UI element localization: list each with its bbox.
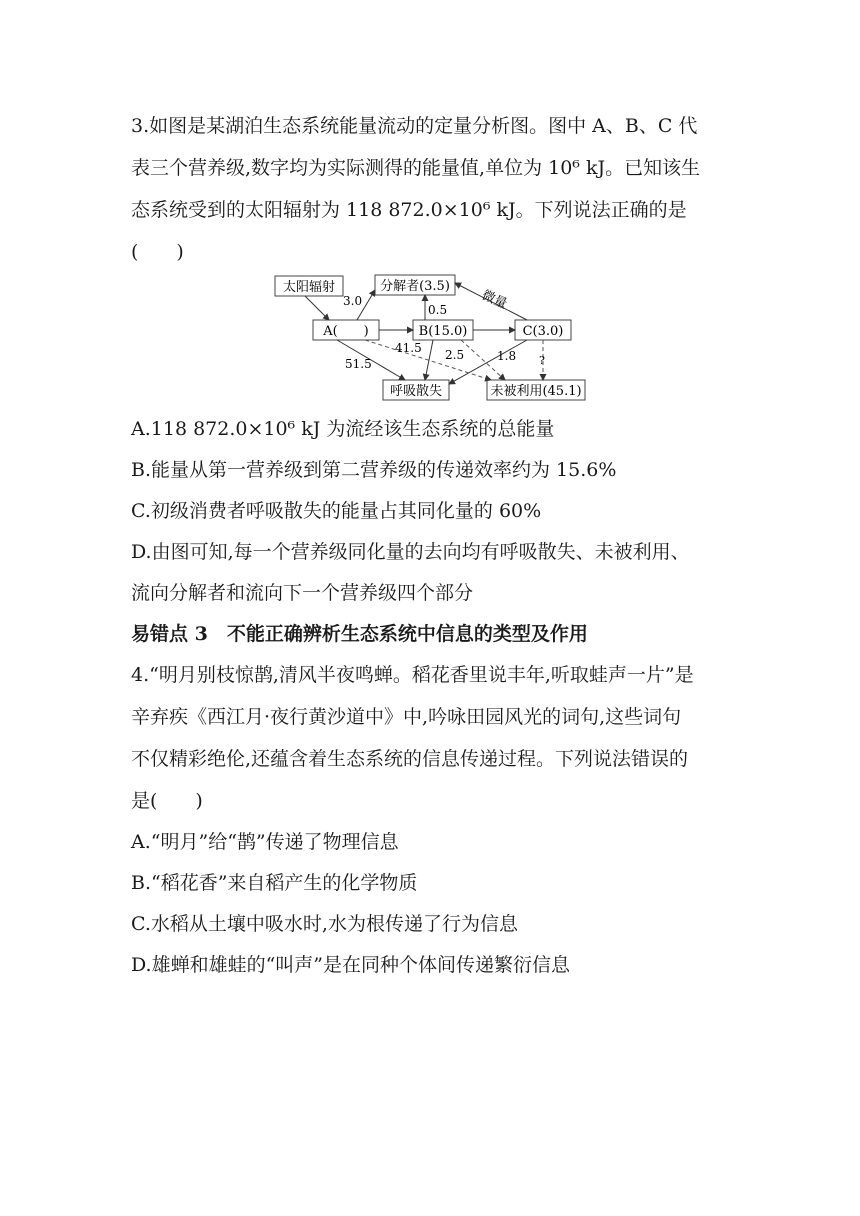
box-c-label: C(3.0) xyxy=(522,324,564,339)
q3-answer-paren: ( ) xyxy=(131,241,184,263)
q3-option-c: C.初级消费者呼吸散失的能量占其同化量的 60% xyxy=(131,500,542,522)
box-decomposer-label: 分解者(3.5) xyxy=(380,279,450,294)
arrow-sun-to-a xyxy=(305,296,329,320)
box-sun-label: 太阳辐射 xyxy=(282,280,336,295)
q4-option-c: C.水稻从土壤中吸水时,水为根传递了行为信息 xyxy=(131,913,518,935)
energy-flow-diagram xyxy=(265,268,595,406)
box-a xyxy=(313,320,379,340)
box-decomposer xyxy=(375,275,455,295)
box-sun xyxy=(275,276,343,296)
section-title: 易错点 3 不能正确辨析生态系统中信息的类型及作用 xyxy=(131,623,588,645)
box-respiration xyxy=(383,380,449,400)
label-2-5: 2.5 xyxy=(445,348,465,362)
q3-stem-line-3: 态系统受到的太阳辐射为 118 872.0×10⁶ kJ。下列说法正确的是 xyxy=(131,199,687,221)
q4-option-a: A.“明月”给“鹊”传递了物理信息 xyxy=(131,831,399,853)
label-question: ? xyxy=(539,354,545,367)
label-41-5: 41.5 xyxy=(395,341,422,355)
box-c xyxy=(515,320,571,340)
box-unused xyxy=(487,380,585,400)
q3-option-d-line-1: D.由图可知,每一个营养级同化量的去向均有呼吸散失、未被利用、 xyxy=(131,541,690,563)
q3-option-a: A.118 872.0×10⁶ kJ 为流经该生态系统的总能量 xyxy=(131,418,555,440)
q3-option-b: B.能量从第一营养级到第二营养级的传递效率约为 15.6% xyxy=(131,459,617,481)
q4-stem-line-3: 不仅精彩绝伦,还蕴含着生态系统的信息传递过程。下列说法错误的 xyxy=(131,748,689,770)
box-b xyxy=(413,320,473,340)
q4-option-b: B.“稻花香”来自稻产生的化学物质 xyxy=(131,872,418,894)
q4-stem-line-1: 4.“明月别枝惊鹊,清风半夜鸣蝉。稻花香里说丰年,听取蛙声一片”是 xyxy=(131,664,694,686)
box-a-label: A( ) xyxy=(323,324,369,339)
arrow-b-to-respiration xyxy=(425,340,433,380)
q4-stem-line-2: 辛弃疾《西江月·夜行黄沙道中》中,吟咏田园风光的词句,这些词句 xyxy=(131,706,682,728)
label-51-5: 51.5 xyxy=(345,357,372,371)
arrow-a-to-unused xyxy=(365,340,491,380)
q4-stem-line-4: 是( ) xyxy=(131,790,203,812)
q4-option-d: D.雄蝉和雄蛙的“叫声”是在同种个体间传递繁衍信息 xyxy=(131,954,571,976)
label-trace: 微量 xyxy=(479,287,510,313)
box-respiration-label: 呼吸散失 xyxy=(389,384,443,399)
q3-option-d-line-2: 流向分解者和流向下一个营养级四个部分 xyxy=(131,582,474,604)
box-unused-label: 未被利用(45.1) xyxy=(490,384,582,399)
box-b-label: B(15.0) xyxy=(418,324,468,339)
q3-stem-line-2: 表三个营养级,数字均为实际测得的能量值,单位为 10⁶ kJ。已知该生 xyxy=(131,157,701,179)
label-0-5: 0.5 xyxy=(428,303,448,317)
label-3-0: 3.0 xyxy=(343,294,363,308)
q3-stem-line-1: 3.如图是某湖泊生态系统能量流动的定量分析图。图中 A、B、C 代 xyxy=(131,115,698,137)
label-1-8: 1.8 xyxy=(497,349,517,363)
